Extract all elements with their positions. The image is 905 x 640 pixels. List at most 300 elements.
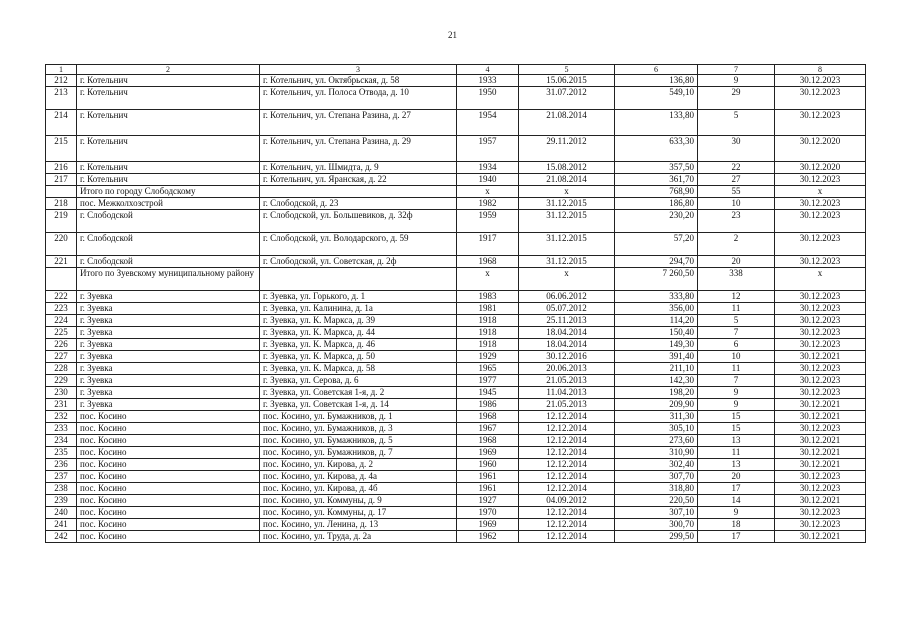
subtotal-row — [46, 268, 866, 291]
year-cell: 1933 — [457, 75, 519, 87]
row-number: 222 — [46, 291, 77, 303]
row-number: 216 — [46, 162, 77, 174]
address-cell: пос. Косино, ул. Труда, д. 2а — [260, 531, 457, 543]
area-cell: 209,90 — [615, 399, 698, 411]
address-cell: пос. Косино, ул. Бумажников, д. 7 — [260, 447, 457, 459]
locality-cell: г. Зуевка — [77, 327, 260, 339]
date-cell: 06.06.2012 — [519, 291, 615, 303]
row-number: 238 — [46, 483, 77, 495]
year-cell: 1981 — [457, 303, 519, 315]
deadline-cell: 30.12.2023 — [775, 303, 866, 315]
table-row — [46, 198, 866, 210]
count-cell: 11 — [698, 363, 775, 375]
column-header: 1 — [46, 65, 77, 75]
count-cell: 12 — [698, 291, 775, 303]
area-cell: 220,50 — [615, 495, 698, 507]
deadline-cell: 30.12.2023 — [775, 483, 866, 495]
locality-cell: пос. Межколхозстрой — [77, 198, 260, 210]
table-row — [46, 363, 866, 375]
row-number: 242 — [46, 531, 77, 543]
table-row — [46, 256, 866, 268]
page-number: 21 — [448, 30, 457, 40]
locality-cell: г. Зуевка — [77, 351, 260, 363]
row-number: 230 — [46, 387, 77, 399]
row-number: 221 — [46, 256, 77, 268]
date-cell: 20.06.2013 — [519, 363, 615, 375]
count-cell: 14 — [698, 495, 775, 507]
year-cell: 1917 — [457, 233, 519, 256]
area-cell: 294,70 — [615, 256, 698, 268]
date-cell: 31.12.2015 — [519, 198, 615, 210]
row-number: 228 — [46, 363, 77, 375]
area-cell: 114,20 — [615, 315, 698, 327]
table-row — [46, 471, 866, 483]
date-cell: 12.12.2014 — [519, 507, 615, 519]
date-cell: 18.04.2014 — [519, 339, 615, 351]
column-header: 7 — [698, 65, 775, 75]
address-cell: г. Слободской, д. 23 — [260, 198, 457, 210]
year-cell: 1934 — [457, 162, 519, 174]
address-cell: г. Зуевка, ул. Советская 1-я, д. 2 — [260, 387, 457, 399]
date-cell: 18.04.2014 — [519, 327, 615, 339]
locality-cell: г. Котельнич — [77, 75, 260, 87]
year-cell: 1968 — [457, 411, 519, 423]
year-cell: 1983 — [457, 291, 519, 303]
row-number: 223 — [46, 303, 77, 315]
area-cell: 391,40 — [615, 351, 698, 363]
deadline-cell: 30.12.2023 — [775, 210, 866, 233]
area-cell: 307,70 — [615, 471, 698, 483]
row-number: 214 — [46, 110, 77, 136]
date-cell: 31.12.2015 — [519, 210, 615, 233]
area-cell: 356,00 — [615, 303, 698, 315]
deadline-cell: 30.12.2023 — [775, 174, 866, 186]
area-cell: 230,20 — [615, 210, 698, 233]
address-cell: г. Слободской, ул. Советская, д. 2ф — [260, 256, 457, 268]
address-cell: пос. Косино, ул. Кирова, д. 4б — [260, 483, 457, 495]
year-cell: 1967 — [457, 423, 519, 435]
address-cell: г. Слободской, ул. Володарского, д. 59 — [260, 233, 457, 256]
row-number: 213 — [46, 87, 77, 110]
year-cell: 1927 — [457, 495, 519, 507]
date-cell: 21.05.2013 — [519, 399, 615, 411]
row-number: 229 — [46, 375, 77, 387]
count-cell: 30 — [698, 136, 775, 162]
address-cell: г. Слободской, ул. Большевиков, д. 32ф — [260, 210, 457, 233]
address-cell: г. Зуевка, ул. К. Маркса, д. 58 — [260, 363, 457, 375]
row-number — [46, 268, 77, 291]
count-cell: 9 — [698, 507, 775, 519]
area-cell: 307,10 — [615, 507, 698, 519]
address-cell — [260, 186, 457, 198]
deadline-cell: 30.12.2020 — [775, 136, 866, 162]
area-cell: 149,30 — [615, 339, 698, 351]
locality-cell: г. Зуевка — [77, 315, 260, 327]
subtotal-row — [46, 186, 866, 198]
count-cell: 338 — [698, 268, 775, 291]
area-cell: 136,80 — [615, 75, 698, 87]
count-cell: 11 — [698, 303, 775, 315]
date-cell: 31.07.2012 — [519, 87, 615, 110]
locality-cell: г. Зуевка — [77, 291, 260, 303]
date-cell: 11.04.2013 — [519, 387, 615, 399]
date-cell: 12.12.2014 — [519, 435, 615, 447]
deadline-cell: 30.12.2021 — [775, 399, 866, 411]
row-number: 224 — [46, 315, 77, 327]
deadline-cell: 30.12.2023 — [775, 291, 866, 303]
area-cell: 549,10 — [615, 87, 698, 110]
area-cell: 186,80 — [615, 198, 698, 210]
year-cell: 1945 — [457, 387, 519, 399]
locality-cell: Итого по Зуевскому муниципальному району — [77, 268, 260, 291]
area-cell: 318,80 — [615, 483, 698, 495]
locality-cell: г. Слободской — [77, 233, 260, 256]
area-cell: 305,10 — [615, 423, 698, 435]
date-cell: 29.11.2012 — [519, 136, 615, 162]
address-cell: г. Зуевка, ул. К. Маркса, д. 44 — [260, 327, 457, 339]
table-row — [46, 351, 866, 363]
housing-registry-table — [45, 64, 866, 543]
deadline-cell: 30.12.2023 — [775, 327, 866, 339]
count-cell: 2 — [698, 233, 775, 256]
table-row — [46, 174, 866, 186]
year-cell: 1950 — [457, 87, 519, 110]
address-cell: г. Зуевка, ул. Серова, д. 6 — [260, 375, 457, 387]
address-cell: г. Зуевка, ул. Советская 1-я, д. 14 — [260, 399, 457, 411]
count-cell: 17 — [698, 483, 775, 495]
date-cell: 31.12.2015 — [519, 256, 615, 268]
area-cell: 333,80 — [615, 291, 698, 303]
table-body — [46, 65, 866, 543]
table-row — [46, 531, 866, 543]
date-cell: 12.12.2014 — [519, 483, 615, 495]
date-cell: x — [519, 186, 615, 198]
deadline-cell: 30.12.2021 — [775, 411, 866, 423]
address-cell: пос. Косино, ул. Бумажников, д. 5 — [260, 435, 457, 447]
locality-cell: г. Зуевка — [77, 339, 260, 351]
area-cell: 57,20 — [615, 233, 698, 256]
year-cell: 1918 — [457, 339, 519, 351]
row-number: 220 — [46, 233, 77, 256]
table-row — [46, 447, 866, 459]
locality-cell: пос. Косино — [77, 423, 260, 435]
table-row — [46, 339, 866, 351]
table-row — [46, 519, 866, 531]
row-number: 241 — [46, 519, 77, 531]
area-cell: 311,30 — [615, 411, 698, 423]
count-cell: 15 — [698, 411, 775, 423]
locality-cell: г. Котельнич — [77, 87, 260, 110]
date-cell: 30.12.2016 — [519, 351, 615, 363]
area-cell: 211,10 — [615, 363, 698, 375]
area-cell: 310,90 — [615, 447, 698, 459]
locality-cell: пос. Косино — [77, 435, 260, 447]
column-header: 3 — [260, 65, 457, 75]
deadline-cell: 30.12.2023 — [775, 423, 866, 435]
address-cell: г. Зуевка, ул. Горького, д. 1 — [260, 291, 457, 303]
date-cell: 12.12.2014 — [519, 423, 615, 435]
count-cell: 13 — [698, 435, 775, 447]
table-row — [46, 136, 866, 162]
year-cell: 1960 — [457, 459, 519, 471]
count-cell: 23 — [698, 210, 775, 233]
date-cell: 21.08.2014 — [519, 110, 615, 136]
table-row — [46, 483, 866, 495]
area-cell: 299,50 — [615, 531, 698, 543]
address-cell: пос. Косино, ул. Коммуны, д. 9 — [260, 495, 457, 507]
address-cell: г. Котельнич, ул. Степана Разина, д. 27 — [260, 110, 457, 136]
locality-cell: г. Зуевка — [77, 363, 260, 375]
row-number: 231 — [46, 399, 77, 411]
count-cell: 20 — [698, 256, 775, 268]
area-cell: 142,30 — [615, 375, 698, 387]
area-cell: 273,60 — [615, 435, 698, 447]
deadline-cell: 30.12.2023 — [775, 387, 866, 399]
table-row — [46, 495, 866, 507]
table-row — [46, 459, 866, 471]
year-cell: 1954 — [457, 110, 519, 136]
address-cell: г. Зуевка, ул. К. Маркса, д. 46 — [260, 339, 457, 351]
year-cell: 1965 — [457, 363, 519, 375]
column-header: 8 — [775, 65, 866, 75]
deadline-cell: 30.12.2023 — [775, 363, 866, 375]
year-cell: x — [457, 268, 519, 291]
count-cell: 15 — [698, 423, 775, 435]
count-cell: 27 — [698, 174, 775, 186]
row-number: 236 — [46, 459, 77, 471]
row-number: 227 — [46, 351, 77, 363]
year-cell: 1968 — [457, 256, 519, 268]
locality-cell: г. Зуевка — [77, 375, 260, 387]
year-cell: 1929 — [457, 351, 519, 363]
column-header: 4 — [457, 65, 519, 75]
table-row — [46, 423, 866, 435]
area-cell: 302,40 — [615, 459, 698, 471]
locality-cell: г. Котельнич — [77, 136, 260, 162]
count-cell: 55 — [698, 186, 775, 198]
table-row — [46, 210, 866, 233]
year-cell: 1969 — [457, 519, 519, 531]
date-cell: 12.12.2014 — [519, 531, 615, 543]
deadline-cell: 30.12.2021 — [775, 435, 866, 447]
year-cell: 1918 — [457, 327, 519, 339]
table-row — [46, 315, 866, 327]
deadline-cell: 30.12.2023 — [775, 87, 866, 110]
locality-cell: г. Зуевка — [77, 387, 260, 399]
deadline-cell: 30.12.2023 — [775, 471, 866, 483]
year-cell: 1970 — [457, 507, 519, 519]
locality-cell: пос. Косино — [77, 531, 260, 543]
address-cell: г. Котельнич, ул. Яранская, д. 22 — [260, 174, 457, 186]
year-cell: 1961 — [457, 471, 519, 483]
date-cell: 21.08.2014 — [519, 174, 615, 186]
locality-cell: г. Слободской — [77, 256, 260, 268]
count-cell: 9 — [698, 387, 775, 399]
year-cell: 1977 — [457, 375, 519, 387]
locality-cell: пос. Косино — [77, 483, 260, 495]
count-cell: 17 — [698, 531, 775, 543]
date-cell: 31.12.2015 — [519, 233, 615, 256]
locality-cell: Итого по городу Слободскому — [77, 186, 260, 198]
date-cell: 15.08.2012 — [519, 162, 615, 174]
row-number: 212 — [46, 75, 77, 87]
deadline-cell: 30.12.2023 — [775, 375, 866, 387]
count-cell: 29 — [698, 87, 775, 110]
row-number: 240 — [46, 507, 77, 519]
area-cell: 768,90 — [615, 186, 698, 198]
row-number: 219 — [46, 210, 77, 233]
table-row — [46, 327, 866, 339]
date-cell: 05.07.2012 — [519, 303, 615, 315]
deadline-cell: 30.12.2020 — [775, 162, 866, 174]
address-cell: пос. Косино, ул. Бумажников, д. 1 — [260, 411, 457, 423]
address-cell — [260, 268, 457, 291]
table-row — [46, 162, 866, 174]
row-number: 226 — [46, 339, 77, 351]
year-cell: x — [457, 186, 519, 198]
deadline-cell: x — [775, 268, 866, 291]
locality-cell: г. Слободской — [77, 210, 260, 233]
table-row — [46, 110, 866, 136]
date-cell: 04.09.2012 — [519, 495, 615, 507]
deadline-cell: 30.12.2023 — [775, 519, 866, 531]
table-row — [46, 303, 866, 315]
address-cell: пос. Косино, ул. Коммуны, д. 17 — [260, 507, 457, 519]
row-number: 233 — [46, 423, 77, 435]
row-number: 237 — [46, 471, 77, 483]
count-cell: 20 — [698, 471, 775, 483]
count-cell: 10 — [698, 198, 775, 210]
row-number: 234 — [46, 435, 77, 447]
year-cell: 1940 — [457, 174, 519, 186]
table-row — [46, 87, 866, 110]
locality-cell: г. Зуевка — [77, 399, 260, 411]
deadline-cell: 30.12.2023 — [775, 75, 866, 87]
locality-cell: пос. Косино — [77, 507, 260, 519]
date-cell: 12.12.2014 — [519, 411, 615, 423]
area-cell: 7 260,50 — [615, 268, 698, 291]
date-cell: 12.12.2014 — [519, 459, 615, 471]
count-cell: 7 — [698, 375, 775, 387]
count-cell: 5 — [698, 315, 775, 327]
deadline-cell: 30.12.2021 — [775, 459, 866, 471]
deadline-cell: 30.12.2023 — [775, 233, 866, 256]
area-cell: 633,30 — [615, 136, 698, 162]
row-number — [46, 186, 77, 198]
locality-cell: пос. Косино — [77, 519, 260, 531]
count-cell: 10 — [698, 351, 775, 363]
count-cell: 11 — [698, 447, 775, 459]
count-cell: 9 — [698, 75, 775, 87]
locality-cell: пос. Косино — [77, 447, 260, 459]
column-header: 5 — [519, 65, 615, 75]
address-cell: г. Зуевка, ул. Калинина, д. 1а — [260, 303, 457, 315]
year-cell: 1961 — [457, 483, 519, 495]
date-cell: 25.11.2013 — [519, 315, 615, 327]
table-row — [46, 291, 866, 303]
year-cell: 1982 — [457, 198, 519, 210]
locality-cell: пос. Косино — [77, 411, 260, 423]
area-cell: 361,70 — [615, 174, 698, 186]
area-cell: 300,70 — [615, 519, 698, 531]
locality-cell: пос. Косино — [77, 471, 260, 483]
locality-cell: пос. Косино — [77, 495, 260, 507]
deadline-cell: 30.12.2021 — [775, 351, 866, 363]
count-cell: 5 — [698, 110, 775, 136]
locality-cell: г. Котельнич — [77, 174, 260, 186]
address-cell: пос. Косино, ул. Кирова, д. 2 — [260, 459, 457, 471]
table-row — [46, 375, 866, 387]
date-cell: x — [519, 268, 615, 291]
table-row — [46, 411, 866, 423]
address-cell: г. Зуевка, ул. К. Маркса, д. 50 — [260, 351, 457, 363]
address-cell: г. Котельнич, ул. Октябрьская, д. 58 — [260, 75, 457, 87]
year-cell: 1957 — [457, 136, 519, 162]
count-cell: 7 — [698, 327, 775, 339]
area-cell: 150,40 — [615, 327, 698, 339]
locality-cell: г. Котельнич — [77, 110, 260, 136]
column-header: 6 — [615, 65, 698, 75]
locality-cell: г. Котельнич — [77, 162, 260, 174]
row-number: 225 — [46, 327, 77, 339]
date-cell: 12.12.2014 — [519, 471, 615, 483]
count-cell: 13 — [698, 459, 775, 471]
locality-cell: г. Зуевка — [77, 303, 260, 315]
deadline-cell: x — [775, 186, 866, 198]
table-row — [46, 435, 866, 447]
deadline-cell: 30.12.2023 — [775, 198, 866, 210]
deadline-cell: 30.12.2023 — [775, 507, 866, 519]
row-number: 218 — [46, 198, 77, 210]
address-cell: пос. Косино, ул. Бумажников, д. 3 — [260, 423, 457, 435]
address-cell: г. Котельнич, ул. Полоса Отвода, д. 10 — [260, 87, 457, 110]
locality-cell: пос. Косино — [77, 459, 260, 471]
date-cell: 12.12.2014 — [519, 447, 615, 459]
address-cell: пос. Косино, ул. Ленина, д. 13 — [260, 519, 457, 531]
deadline-cell: 30.12.2023 — [775, 339, 866, 351]
address-cell: г. Котельнич, ул. Степана Разина, д. 29 — [260, 136, 457, 162]
count-cell: 6 — [698, 339, 775, 351]
row-number: 217 — [46, 174, 77, 186]
date-cell: 21.05.2013 — [519, 375, 615, 387]
area-cell: 357,50 — [615, 162, 698, 174]
address-cell: г. Котельнич, ул. Шмидта, д. 9 — [260, 162, 457, 174]
year-cell: 1969 — [457, 447, 519, 459]
row-number: 235 — [46, 447, 77, 459]
table-row — [46, 387, 866, 399]
row-number: 239 — [46, 495, 77, 507]
deadline-cell: 30.12.2021 — [775, 495, 866, 507]
area-cell: 198,20 — [615, 387, 698, 399]
table-row — [46, 75, 866, 87]
count-cell: 9 — [698, 399, 775, 411]
date-cell: 15.06.2015 — [519, 75, 615, 87]
table-row — [46, 399, 866, 411]
year-cell: 1968 — [457, 435, 519, 447]
table-row — [46, 507, 866, 519]
year-cell: 1959 — [457, 210, 519, 233]
address-cell: г. Зуевка, ул. К. Маркса, д. 39 — [260, 315, 457, 327]
column-header: 2 — [77, 65, 260, 75]
deadline-cell: 30.12.2023 — [775, 315, 866, 327]
year-cell: 1918 — [457, 315, 519, 327]
count-cell: 18 — [698, 519, 775, 531]
area-cell: 133,80 — [615, 110, 698, 136]
deadline-cell: 30.12.2023 — [775, 256, 866, 268]
deadline-cell: 30.12.2023 — [775, 110, 866, 136]
address-cell: пос. Косино, ул. Кирова, д. 4а — [260, 471, 457, 483]
year-cell: 1986 — [457, 399, 519, 411]
